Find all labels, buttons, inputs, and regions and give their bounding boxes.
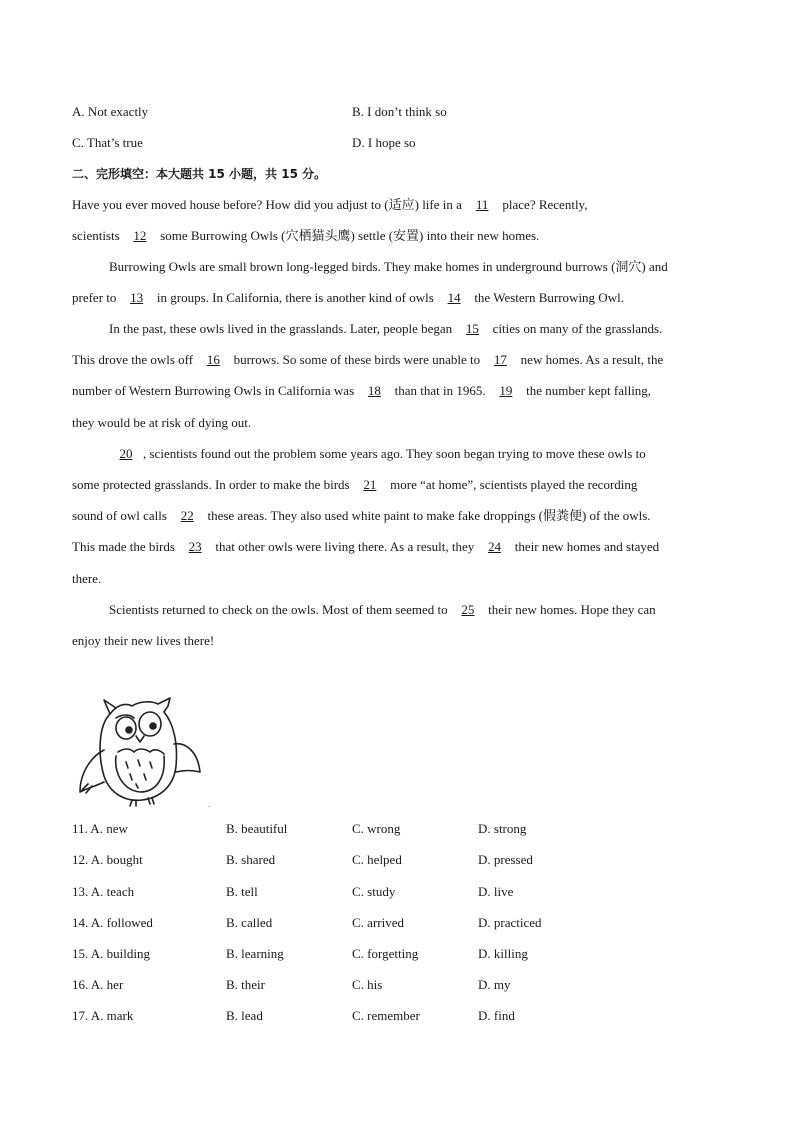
question-option-c: C. remember xyxy=(352,1008,420,1023)
question-row xyxy=(0,976,794,996)
passage-line: This made the birds 23 that other owls were living there. As a result, they 24 their new homes and stayed xyxy=(72,539,660,554)
question-option-b: B. their xyxy=(226,977,265,992)
option-d: D. I hope so xyxy=(352,135,416,150)
blank-24: 24 xyxy=(488,539,502,554)
question-row xyxy=(0,1007,794,1027)
question-option-a: 12. A. bought xyxy=(72,852,143,867)
blank-11: 11 xyxy=(475,197,489,212)
passage-line: there. xyxy=(72,571,102,586)
question-option-b: B. learning xyxy=(226,946,284,961)
passage-line: sound of owl calls 22 these areas. They also used white paint to make fake droppings (假粪便) of the owls. xyxy=(72,508,651,523)
question-row xyxy=(0,851,794,871)
svg-text:-: - xyxy=(208,803,210,810)
passage-line: scientists 12 some Burrowing Owls (穴栖猫头鹰) settle (安置) into their new homes. xyxy=(72,228,540,243)
question-option-c: C. wrong xyxy=(352,821,401,836)
question-option-c: C. forgetting xyxy=(352,946,419,961)
question-option-d: D. killing xyxy=(478,946,528,961)
blank-12: 12 xyxy=(133,228,147,243)
option-a: A. Not exactly xyxy=(72,104,149,119)
passage-line: In the past, these owls lived in the grasslands. Later, people began 15 cities on many of the grasslands. xyxy=(109,321,663,336)
blank-18: 18 xyxy=(367,383,381,398)
blank-20: 20 xyxy=(119,446,133,461)
passage-line: This drove the owls off 16 burrows. So some of these birds were unable to 17 new homes. As a result, the xyxy=(72,352,664,367)
question-row xyxy=(0,883,794,903)
question-option-c: C. study xyxy=(352,884,396,899)
question-option-d: D. find xyxy=(478,1008,515,1023)
question-option-b: B. called xyxy=(226,915,273,930)
question-option-a: 13. A. teach xyxy=(72,884,135,899)
question-option-d: D. live xyxy=(478,884,514,899)
question-row xyxy=(0,945,794,965)
passage-line: number of Western Burrowing Owls in California was 18 than that in 1965. 19 the number kept falling, xyxy=(72,383,652,398)
blank-15: 15 xyxy=(465,321,479,336)
blank-19: 19 xyxy=(499,383,513,398)
question-option-b: B. lead xyxy=(226,1008,263,1023)
question-option-a: 14. A. followed xyxy=(72,915,153,930)
passage-line: prefer to 13 in groups. In California, there is another kind of owls 14 the Western Burrowing Owl. xyxy=(72,290,624,305)
question-option-b: B. shared xyxy=(226,852,276,867)
blank-17: 17 xyxy=(493,352,507,367)
passage-line: Burrowing Owls are small brown long-legged birds. They make homes in underground burrows (洞穴) and xyxy=(109,259,668,274)
question-option-c: C. his xyxy=(352,977,383,992)
passage-line: Have you ever moved house before? How did you adjust to (适应) life in a 11 place? Recently, xyxy=(72,197,588,212)
section-title: 二、完形填空：本大题共 15 小题，共 15 分。 xyxy=(72,167,327,181)
question-option-d: D. pressed xyxy=(478,852,533,867)
passage-line: enjoy their new lives there! xyxy=(72,633,215,648)
question-option-d: D. my xyxy=(478,977,511,992)
question-option-b: B. beautiful xyxy=(226,821,288,836)
question-option-a: 15. A. building xyxy=(72,946,151,961)
passage-line: 20 , scientists found out the problem some years ago. They soon began trying to move these owls to xyxy=(109,445,646,463)
blank-16: 16 xyxy=(206,352,220,367)
question-row xyxy=(0,914,794,934)
passage-line: Scientists returned to check on the owls. Most of them seemed to 25 their new homes. Hope they can xyxy=(109,602,656,617)
question-option-d: D. practiced xyxy=(478,915,542,930)
blank-13: 13 xyxy=(130,290,144,305)
blank-22: 22 xyxy=(180,508,194,523)
blank-23: 23 xyxy=(188,539,202,554)
blank-14: 14 xyxy=(447,290,461,305)
option-b: B. I don’t think so xyxy=(352,104,447,119)
question-option-a: 11. A. new xyxy=(72,821,128,836)
option-c: C. That’s true xyxy=(72,135,143,150)
blank-25: 25 xyxy=(461,602,475,617)
passage-line: some protected grasslands. In order to make the birds 21 more “at home”, scientists played the recording xyxy=(72,477,638,492)
question-option-a: 16. A. her xyxy=(72,977,124,992)
passage-line: they would be at risk of dying out. xyxy=(72,415,252,430)
question-row xyxy=(0,820,794,840)
owl-illustration xyxy=(74,694,210,810)
question-option-c: C. helped xyxy=(352,852,402,867)
question-option-a: 17. A. mark xyxy=(72,1008,134,1023)
question-option-b: B. tell xyxy=(226,884,258,899)
blank-21: 21 xyxy=(363,477,377,492)
question-option-d: D. strong xyxy=(478,821,527,836)
question-option-c: C. arrived xyxy=(352,915,404,930)
